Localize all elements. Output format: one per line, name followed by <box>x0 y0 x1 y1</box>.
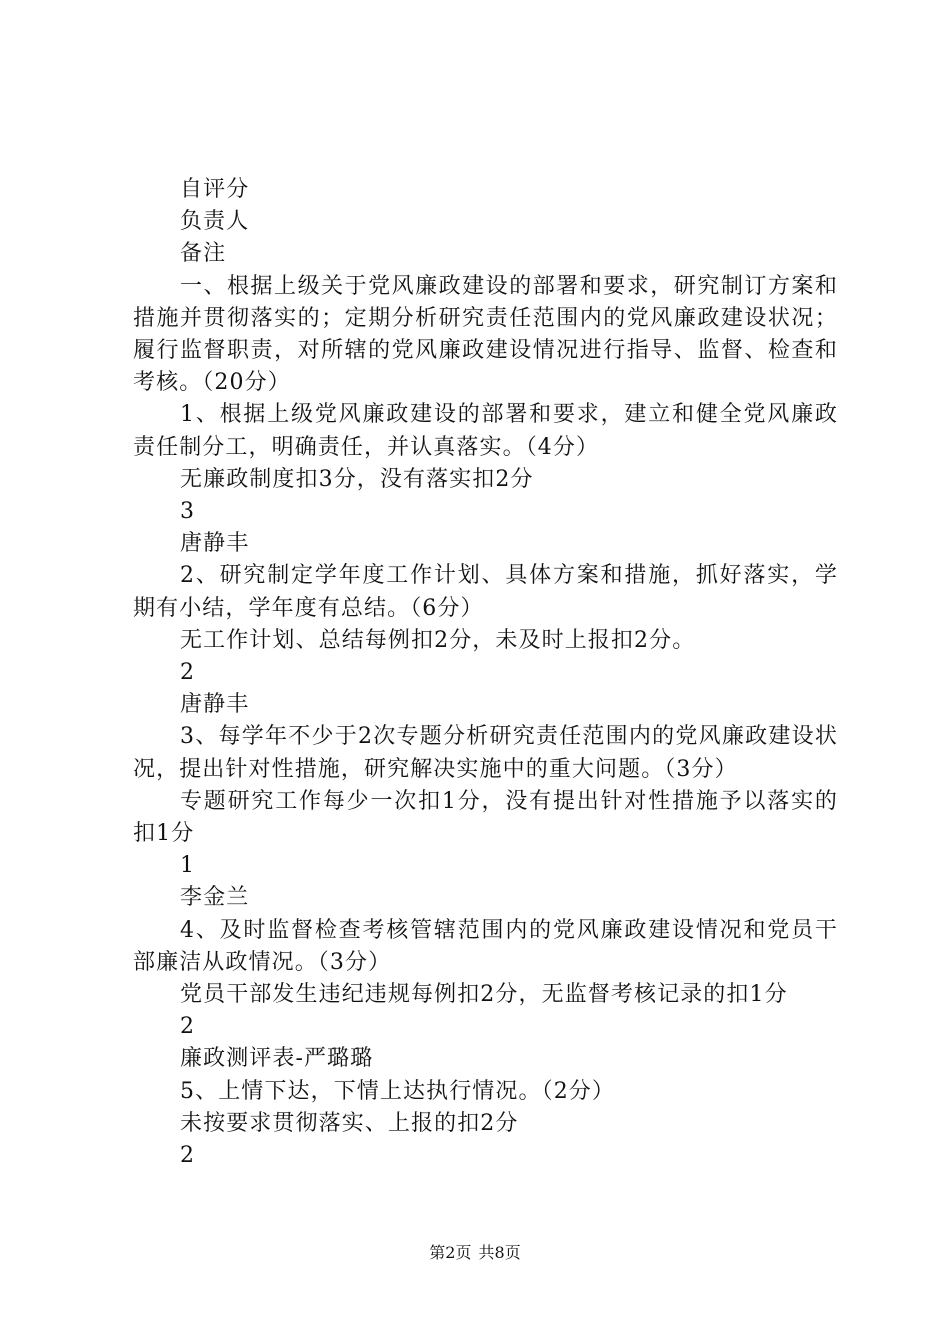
paragraph: 无廉政制度扣3分，没有落实扣2分 <box>180 466 534 492</box>
paragraph: 2 <box>180 1014 196 1040</box>
page-footer <box>0 1243 950 1263</box>
paragraph: 负责人 <box>180 209 250 235</box>
paragraph: 2 <box>180 1143 196 1169</box>
paragraph: 一、根据上级关于党风廉政建设的部署和要求，研究制订方案和措施并贯彻落实的；定期分析研究责任范围内的党风廉政建设状况；履行监督职责，对所辖的党风廉政建设情况进行指导、监督、检查和考核。（20分） <box>133 273 838 396</box>
paragraph: 1、根据上级党风廉政建设的部署和要求，建立和健全党风廉政责任制分工，明确责任，并认真落实。（4分） <box>133 402 838 460</box>
paragraph: 自评分 <box>180 177 250 202</box>
paragraph: 唐静丰 <box>180 692 250 718</box>
paragraph: 廉政测评表-严璐璐 <box>180 1046 374 1072</box>
paragraph: 未按要求贯彻落实、上报的扣2分 <box>180 1110 519 1136</box>
paragraph: 专题研究工作每少一次扣1分，没有提出针对性措施予以落实的扣1分 <box>133 788 838 847</box>
paragraph: 唐静丰 <box>180 531 250 557</box>
page-number: 第2页 <box>429 1243 472 1262</box>
paragraph: 备注 <box>180 241 227 267</box>
paragraph: 李金兰 <box>180 885 250 911</box>
paragraph: 3、每学年不少于2次专题分析研究责任范围内的党风廉政建设状况，提出针对性措施，研究解决实施中的重大问题。（3分） <box>133 724 838 782</box>
paragraph: 2 <box>180 660 196 686</box>
paragraph: 3 <box>180 499 196 525</box>
page-total: 共8页 <box>478 1243 521 1262</box>
paragraph: 党员干部发生违纪违规每例扣2分，无监督考核记录的扣1分 <box>180 982 788 1008</box>
paragraph: 无工作计划、总结每例扣2分，未及时上报扣2分。 <box>180 627 696 653</box>
paragraph: 4、及时监督检查考核管辖范围内的党风廉政建设情况和党员干部廉洁从政情况。（3分） <box>133 917 838 975</box>
paragraph: 5、上情下达，下情上达执行情况。（2分） <box>180 1078 615 1104</box>
document-body <box>133 174 838 1172</box>
paragraph: 1 <box>180 853 196 879</box>
paragraph: 2、研究制定学年度工作计划、具体方案和措施，抓好落实，学期有小结，学年度有总结。（6分） <box>133 563 838 621</box>
